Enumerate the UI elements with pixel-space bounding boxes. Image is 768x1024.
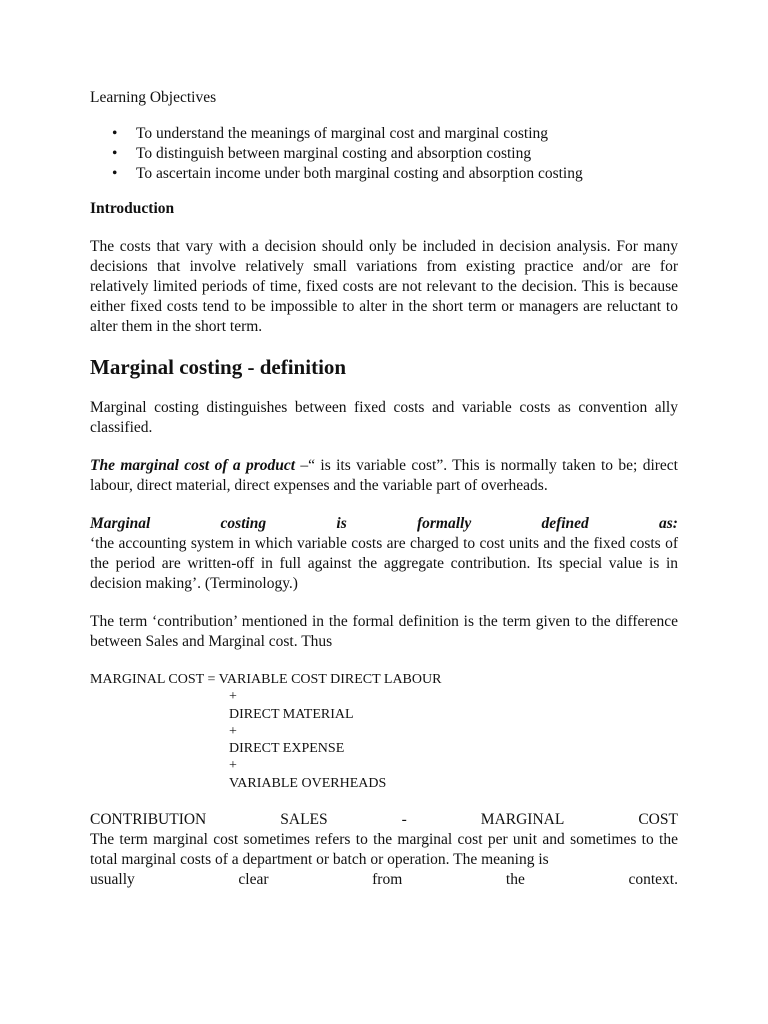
contribution-word: MARGINAL <box>480 811 565 829</box>
formula-plus: + <box>229 758 237 774</box>
formula-plus: + <box>229 689 237 705</box>
bullet-icon: • <box>112 145 118 162</box>
lead-word: is <box>336 515 347 532</box>
lead-word: as: <box>659 515 678 532</box>
formula-line: VARIABLE OVERHEADS <box>229 775 387 791</box>
marginal-cost-explanation: –“ is its variable cost”. This is normally taken to be; direct labour, direct material, direct expenses and the variable part of overheads. <box>90 457 678 494</box>
contribution-text: The term marginal cost sometimes refers to the marginal cost per unit and sometimes to the total marginal costs of a department or batch or operation. The meaning is <box>90 831 678 869</box>
formula-line: DIRECT EXPENSE <box>229 741 345 757</box>
last-line-word: from <box>372 871 403 889</box>
lead-word: defined <box>541 515 589 532</box>
learning-objectives-title: Learning Objectives <box>90 89 217 106</box>
lead-word: costing <box>220 515 267 532</box>
marginal-cost-formula <box>90 671 678 792</box>
lead-word: Marginal <box>90 515 151 532</box>
marginal-cost-term: The marginal cost of a product <box>90 457 296 474</box>
contribution-last-line <box>90 870 678 890</box>
objective-text: To understand the meanings of marginal cost and marginal costing <box>136 125 549 142</box>
last-line-word: the <box>505 871 525 889</box>
list-item <box>90 144 678 164</box>
lead-word: formally <box>416 515 472 532</box>
contribution-paragraph <box>90 810 678 890</box>
formal-definition-lead <box>90 514 678 534</box>
objective-text: To distinguish between marginal costing and absorption costing <box>136 145 532 162</box>
section-heading: Marginal costing - definition <box>90 355 347 379</box>
definition-paragraph-3 <box>90 514 678 594</box>
document-page <box>90 88 678 890</box>
last-line-word: clear <box>238 871 269 889</box>
contribution-term-paragraph: The term ‘contribution’ mentioned in the formal definition is the term given to the difference between Sales and Marginal cost. Thus <box>90 613 678 650</box>
objective-text: To ascertain income under both marginal costing and absorption costing <box>136 165 583 182</box>
definition-paragraph-2 <box>90 456 678 496</box>
bullet-icon: • <box>112 125 118 142</box>
formula-plus: + <box>229 723 237 739</box>
contribution-formula-line <box>90 810 678 830</box>
bullet-icon: • <box>112 165 118 182</box>
definition-paragraph-1: Marginal costing distinguishes between fixed costs and variable costs as convention ally classified. <box>90 399 678 436</box>
last-line-word: usually <box>90 871 135 889</box>
last-line-word: context. <box>628 871 678 889</box>
formula-line: MARGINAL COST = VARIABLE COST DIRECT LABOUR <box>90 672 442 687</box>
introduction-heading: Introduction <box>90 200 175 217</box>
list-item <box>90 164 678 184</box>
contribution-word: CONTRIBUTION <box>90 811 207 829</box>
introduction-paragraph: The costs that vary with a decision should only be included in decision analysis. For many decisions that involve relatively small variations from existing practice and/or are for relatively limited periods of time, fixed costs are not relevant to the decision. This is because either fixed costs tend to be impossible to alter in the short term or managers are reluctant to alter them in the short term. <box>90 238 678 335</box>
formula-line: DIRECT MATERIAL <box>229 706 354 722</box>
contribution-word: SALES <box>280 811 328 829</box>
contribution-word: - <box>401 811 407 829</box>
list-item <box>90 124 678 144</box>
objectives-list <box>90 124 678 184</box>
contribution-word: COST <box>638 811 678 829</box>
formal-definition-text: ‘the accounting system in which variable costs are charged to cost units and the fixed costs of the period are written-off in full against the aggregate contribution. Its special value is in decision making’. (Terminology.) <box>90 535 678 592</box>
